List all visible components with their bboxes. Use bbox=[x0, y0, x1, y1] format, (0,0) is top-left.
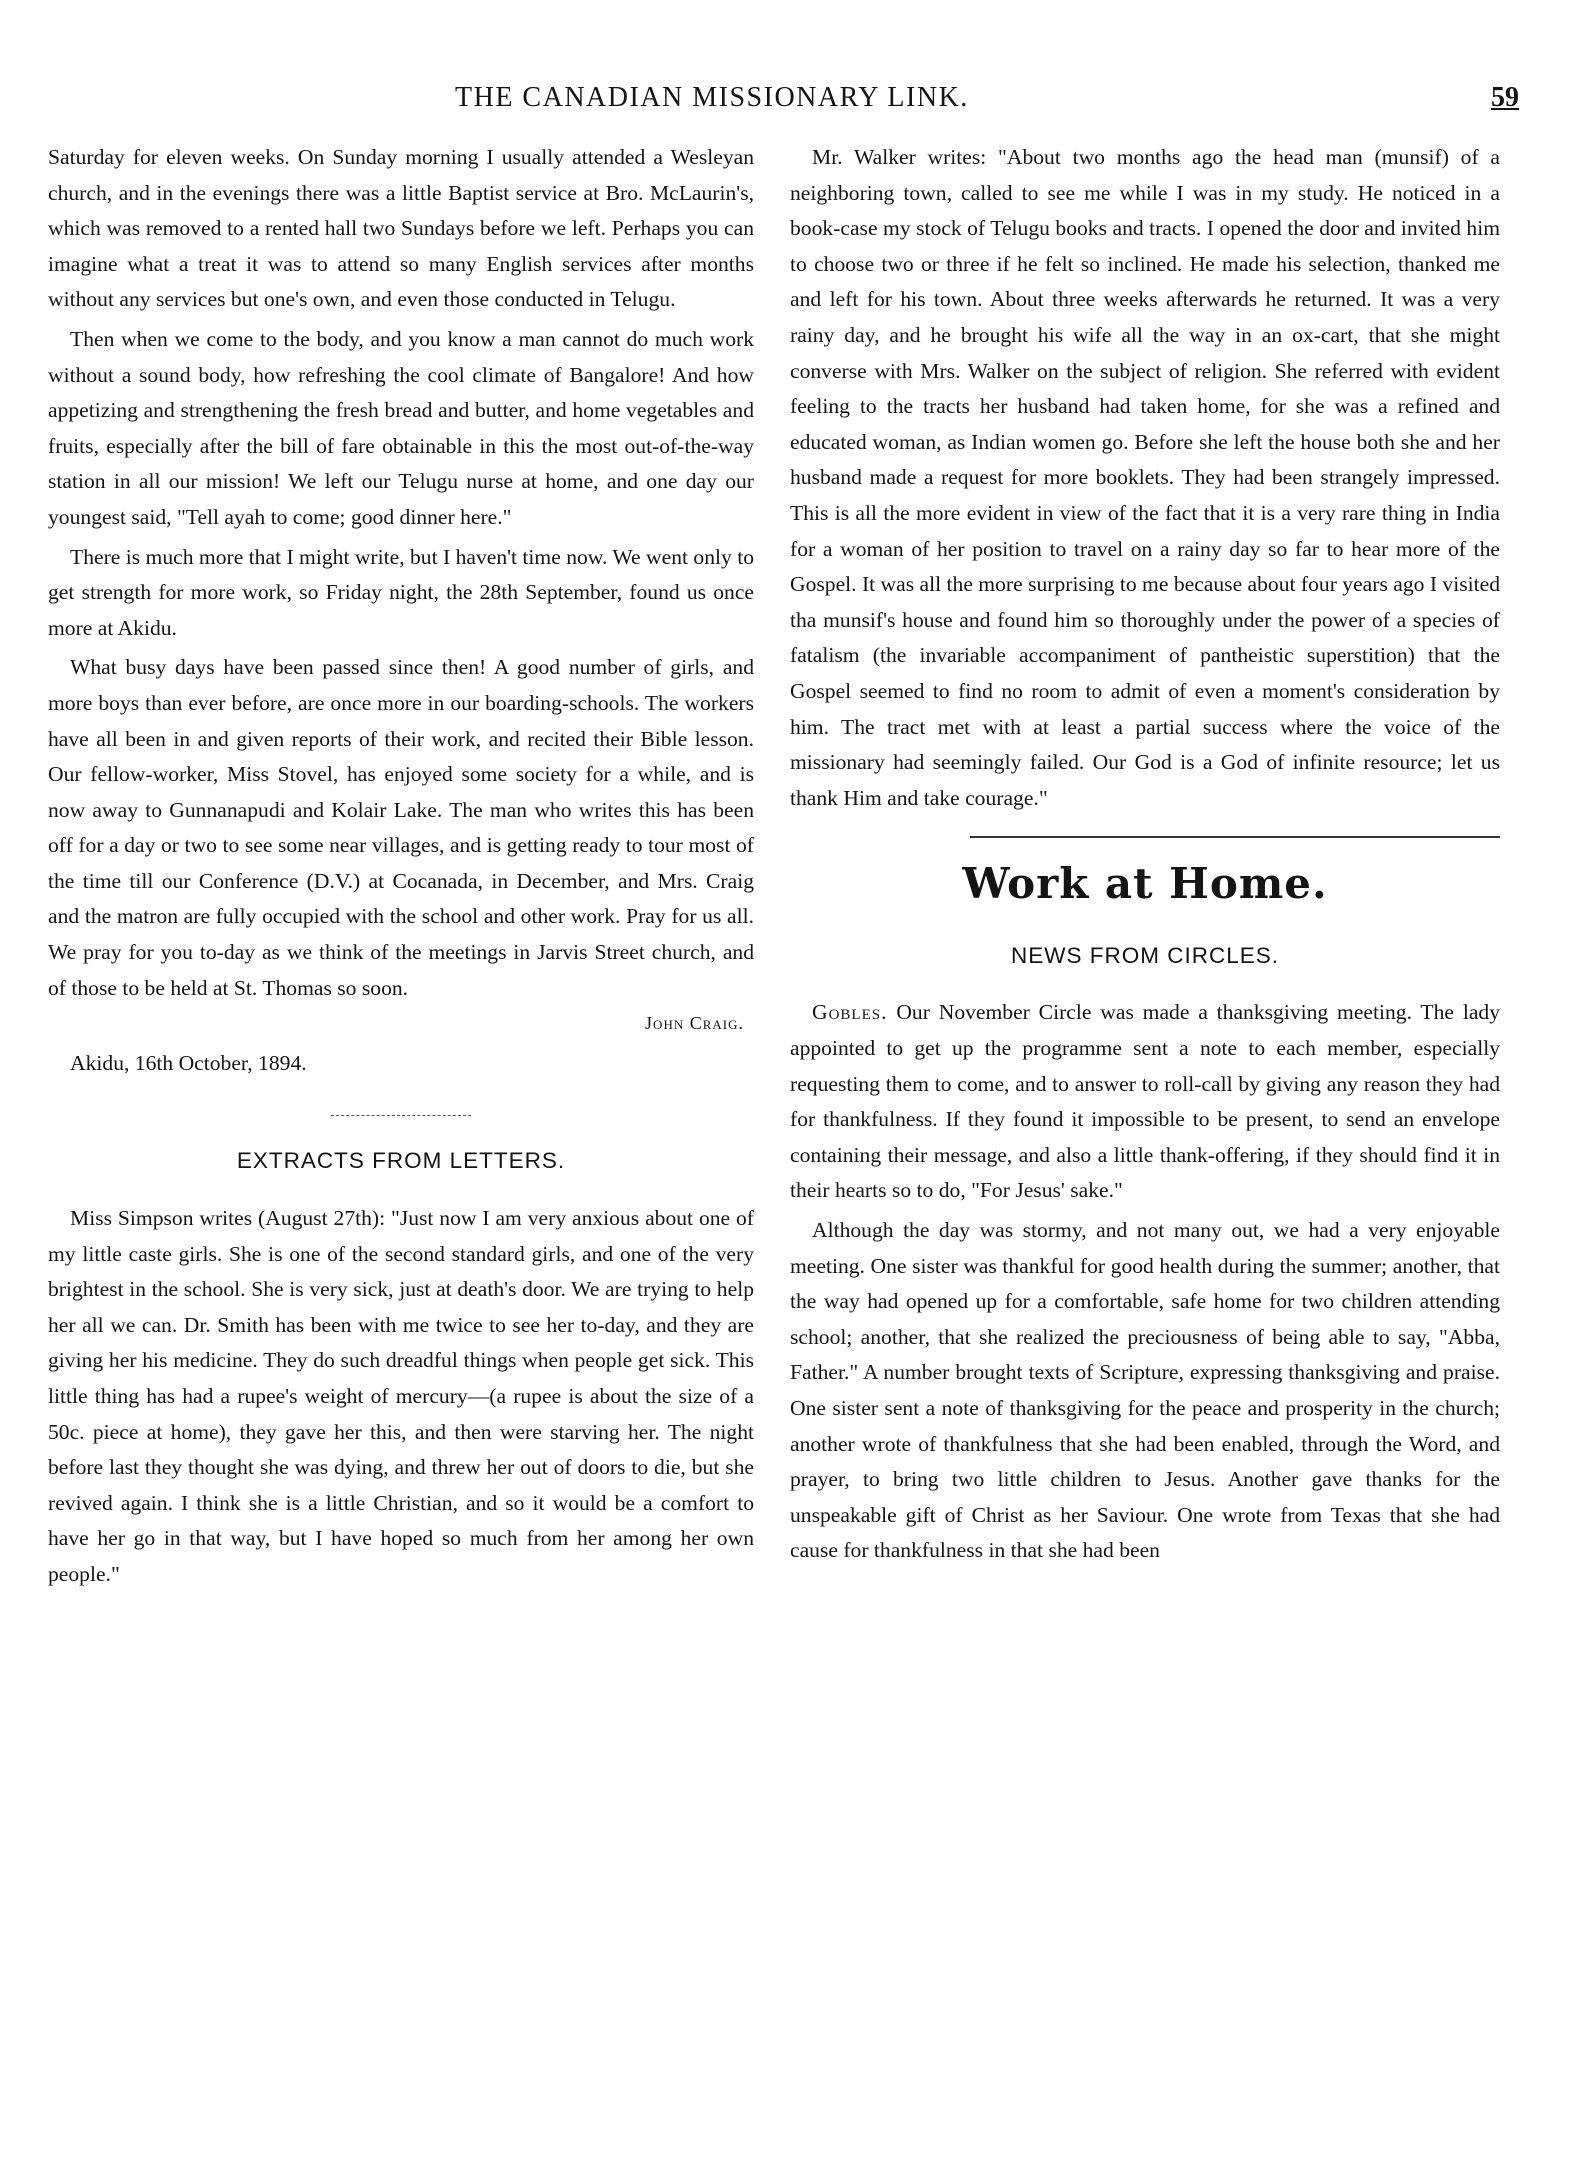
paragraph bbox=[790, 995, 1500, 1209]
signature: John Craig. bbox=[645, 1013, 744, 1034]
paragraph: Saturday for eleven weeks. On Sunday morning I usually attended a Wesleyan church, and in the evenings there was a little Baptist service at Bro. McLaurin's, which was removed to a rented hall two Sundays before we left. Perhaps you can imagine what a treat it was to attend so many English services after months without any services but one's own, and even those conducted in Telugu. bbox=[48, 145, 754, 312]
paragraph: Miss Simpson writes (August 27th): "Just now I am very anxious about one of my little caste girls. She is one of the second standard girls, and one of the very brightest in the school. She is very sick, just at death's door. We are trying to help her all we can. Dr. Smith has been with me twice to see her to-day, and they are giving her his medicine. They do such dreadful things when people get sick. This little thing has had a rupee's weight of mercury—(a rupee is about the size of a 50c. piece at home), they gave her this, and then were starving her. The night before last they thought she was dying, and threw her out of doors to die, but she revived again. I think she is a little Christian, and so it would be a comfort to have her go in that way, but I have hoped so much from her among her own people." bbox=[48, 1206, 754, 1586]
right-column bbox=[790, 140, 1500, 1569]
paragraph-text: Our November Circle was made a thanksgiving meeting. The lady appointed to get up the programme sent a note to each member, especially requesting them to come, and to answer to roll-call by giving any reason they had for thankfulness. If they found it impossible to be present, to send an envelope containing their message, and also a little thank-offering, if they should find it in their hearts so to do, "For Jesus' sake." bbox=[790, 1000, 1500, 1203]
page-header bbox=[0, 82, 1571, 126]
section-heading-extracts: EXTRACTS FROM LETTERS. bbox=[236, 1148, 566, 1174]
page-number: 59 bbox=[1491, 82, 1519, 113]
dateline: Akidu, 16th October, 1894. bbox=[70, 1050, 307, 1075]
paragraph: There is much more that I might write, but I haven't time now. We went only to get strength for more work, so Friday night, the 28th September, found us once more at Akidu. bbox=[48, 544, 754, 640]
paragraph: Mr. Walker writes: "About two months ago the head man (munsif) of a neighboring town, called to see me while I was in my study. He noticed in a book-case my stock of Telugu books and tracts. I opened the door and invited him to choose two or three if he felt so inclined. He made his selection, thanked me and left for his town. About three weeks afterwards he returned. It was a very rainy day, and he brought his wife all the way in an ox-cart, that she might converse with Mrs. Walker on the subject of religion. She referred with evident feeling to the tracts her husband had taken home, for she was a refined and educated woman, as Indian women go. Before she left the house both she and her husband made a request for more booklets. They had been strangely impressed. This is all the more evident in view of the fact that it is a very rare thing in India for a woman of her position to travel on a rainy day so far to hear more of the Gospel. It was all the more surprising to me because about four years ago I visited tha munsif's house and found him so thoroughly under the power of a species of fatalism (the invariable accompaniment of pantheistic superstition) that the Gospel seemed to find no room to admit of even a moment's consideration by him. The tract met with at least a partial success where the voice of the missionary had seemingly failed. Our God is a God of infinite resource; let us thank Him and take courage." bbox=[790, 145, 1500, 810]
divider bbox=[331, 1115, 471, 1117]
divider bbox=[970, 836, 1500, 838]
paragraph: Then when we come to the body, and you know a man cannot do much work without a sound body, how refreshing the cool climate of Bangalore! And how appetizing and strengthening the fresh bread and butter, and home vegetables and fruits, especially after the bill of fare obtainable in this the most out-of-the-way station in all our mission! We left our Telugu nurse at home, and one day our youngest said, "Tell ayah to come; good dinner here." bbox=[48, 326, 754, 529]
paragraph: What busy days have been passed since then! A good number of girls, and more boys than ever before, are once more in our boarding-schools. The workers have all been in and given reports of their work, and recited their Bible lesson. Our fellow-worker, Miss Stovel, has enjoyed some society for a while, and is now away to Gunnanapudi and Kolair Lake. The man who writes this has been off for a day or two to see some near villages, and is getting ready to tour most of the time till our Conference (D.V.) at Cocanada, in December, and Mrs. Craig and the matron are fully occupied with the school and other work. Pray for us all. We pray for you to-day as we think of the meetings in Jarvis Street church, and of those to be held at St. Thomas so soon. bbox=[48, 655, 754, 1000]
circle-name: Gobles. bbox=[812, 1000, 888, 1025]
left-column bbox=[48, 140, 754, 1593]
paragraph: Although the day was stormy, and not many out, we had a very enjoyable meeting. One sister was thankful for good health during the summer; another, that the way had opened up for a comfortable, safe home for two children attending school; another, that she realized the preciousness of being able to say, "Abba, Father." A number brought texts of Scripture, expressing thanksgiving and praise. One sister sent a note of thanksgiving for the peace and prosperity in the church; another wrote of thankfulness that she had been enabled, through the Word, and prayer, to bring two little children to Jesus. Another gave thanks for the unspeakable gift of Christ as her Saviour. One wrote from Texas that she had cause for thankfulness in that she had been bbox=[790, 1218, 1500, 1563]
section-title: Work at Home. bbox=[962, 859, 1328, 909]
running-title: THE CANADIAN MISSIONARY LINK. bbox=[455, 82, 969, 113]
section-heading-news: NEWS FROM CIRCLES. bbox=[1010, 942, 1280, 968]
